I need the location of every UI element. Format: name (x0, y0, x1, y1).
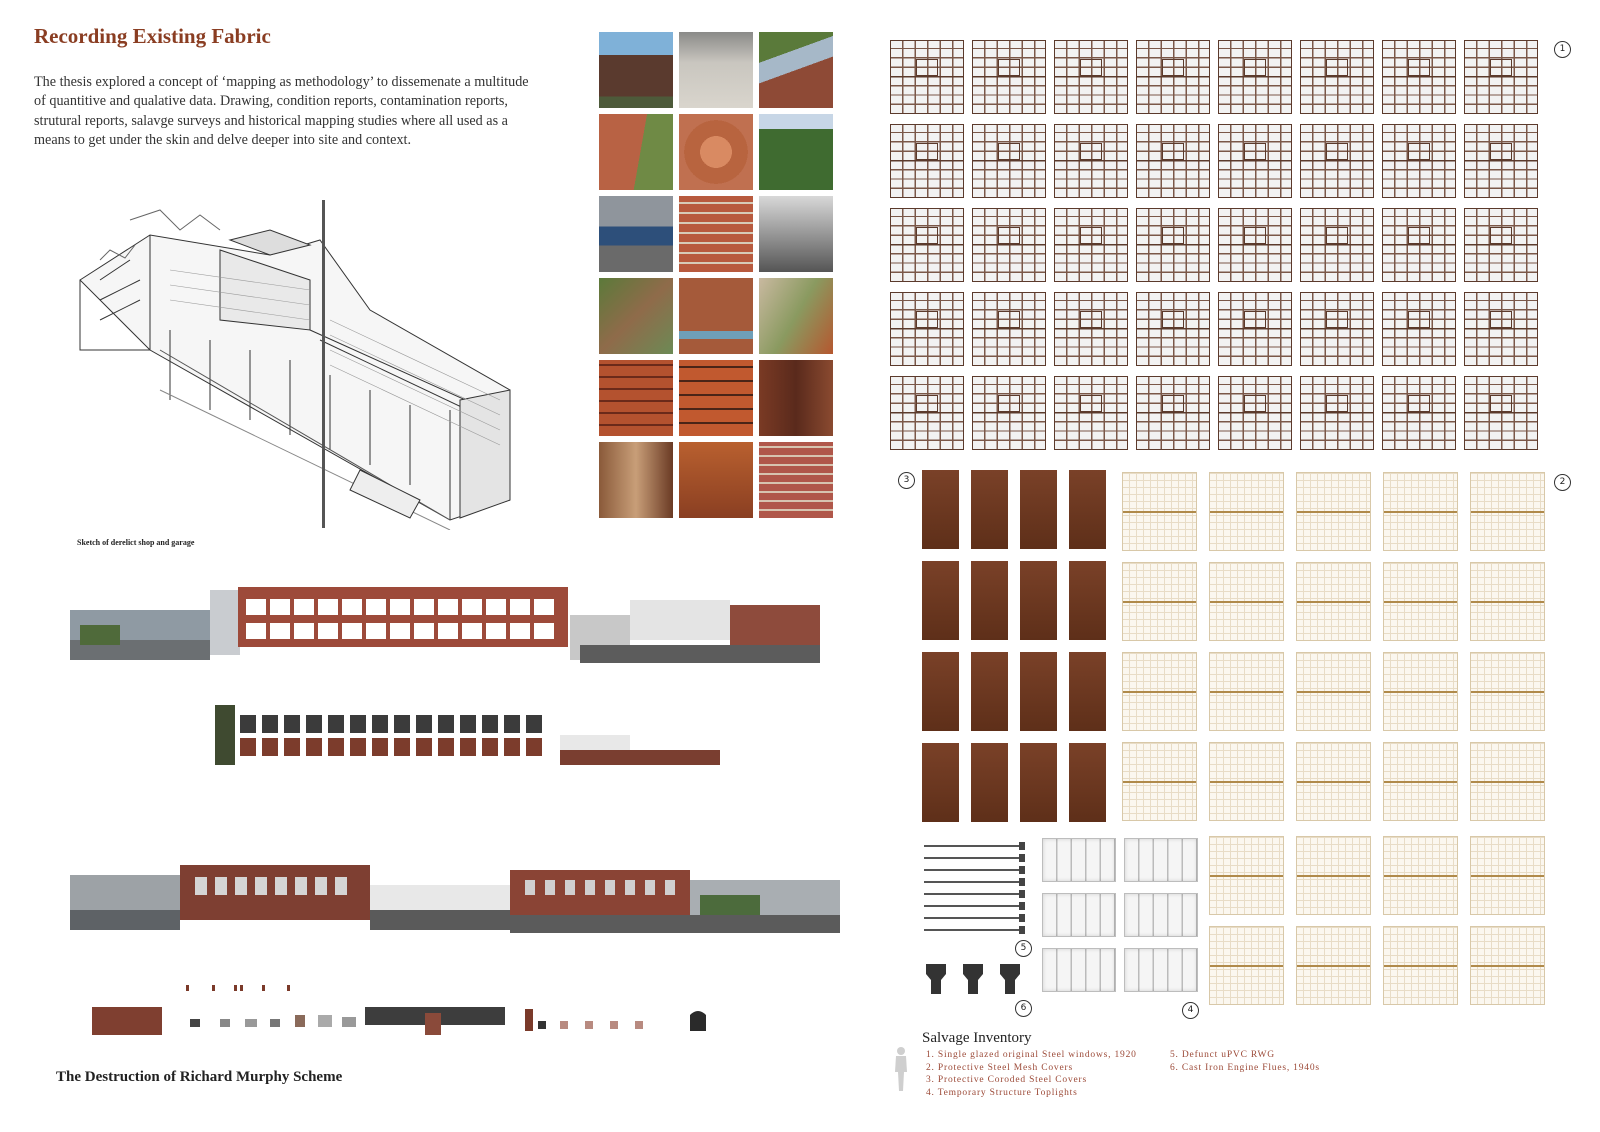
marker-2: 2 (1554, 474, 1571, 491)
steel-window (1464, 376, 1538, 450)
mesh-cover (1470, 562, 1545, 641)
intro-paragraph: The thesis explored a concept of ‘mapping as methodology’ to dissemenate a multitude of quantitive and qualative data. Drawing, condition reports, contamination reports, strutural reports, salavge surveys and historical mapping studies where all used as a means to get under the skin and delve deeper into site and context. (34, 74, 529, 149)
mesh-cover (1470, 926, 1545, 1005)
steel-window (1464, 124, 1538, 198)
steel-cover (1069, 470, 1106, 549)
steel-window (1054, 292, 1128, 366)
steel-window (1464, 208, 1538, 282)
photo-damp-corner (759, 278, 833, 354)
steel-window (1300, 376, 1374, 450)
mesh-cover (1383, 742, 1458, 821)
steel-window (1218, 124, 1292, 198)
photo-terracotta-crest (679, 114, 753, 190)
steel-cover (1020, 561, 1057, 640)
mesh-cover (1122, 472, 1197, 551)
legend-item-3: 3. Protective Coroded Steel Covers (926, 1075, 1087, 1085)
temporary-toplights (1042, 838, 1202, 998)
steel-window (1382, 376, 1456, 450)
steel-window (1300, 208, 1374, 282)
mesh-cover (1296, 926, 1371, 1005)
mesh-cover (1470, 836, 1545, 915)
toplight (1042, 948, 1116, 992)
mesh-cover (1209, 742, 1284, 821)
human-figure-icon (893, 1046, 909, 1092)
steel-window (1382, 292, 1456, 366)
rwg-pipe (924, 857, 1022, 859)
mesh-cover (1383, 926, 1458, 1005)
steel-cover (1020, 743, 1057, 822)
rwg-pipe (924, 881, 1022, 883)
steel-cover (922, 561, 959, 640)
steel-cover (1069, 561, 1106, 640)
steel-window (1136, 124, 1210, 198)
mesh-cover (1383, 562, 1458, 641)
cast-iron-flue (961, 962, 985, 996)
steel-cover (1020, 470, 1057, 549)
corroded-steel-covers (922, 470, 1112, 830)
photo-ivy-tower (759, 114, 833, 190)
marker-6: 6 (1015, 1000, 1032, 1017)
salvage-legend-left (926, 1049, 1137, 1099)
marker-1: 1 (1554, 41, 1571, 58)
steel-cover (922, 652, 959, 731)
photo-sill (679, 278, 753, 354)
elevation-collage-1 (70, 585, 840, 685)
steel-cover (1069, 652, 1106, 731)
toplight (1124, 948, 1198, 992)
steel-window (1054, 208, 1128, 282)
upvc-rwg-pipes (924, 845, 1024, 940)
mesh-cover (1383, 472, 1458, 551)
photo-repointing (759, 442, 833, 518)
steel-window (890, 208, 964, 282)
photo-tower (599, 32, 673, 108)
photo-brick-gap (679, 442, 753, 518)
salvage-inventory-title: Salvage Inventory (922, 1030, 1032, 1046)
mesh-cover (1122, 562, 1197, 641)
salvage-legend-right (1170, 1049, 1320, 1074)
photo-moss-roof (599, 278, 673, 354)
steel-cover (971, 652, 1008, 731)
steel-window (890, 40, 964, 114)
toplight (1124, 893, 1198, 937)
steel-window (1218, 376, 1292, 450)
steel-window (890, 376, 964, 450)
steel-window (1054, 124, 1128, 198)
legend-item-6: 6. Cast Iron Engine Flues, 1940s (1170, 1062, 1320, 1073)
rwg-pipe (924, 917, 1022, 919)
rwg-pipe (924, 905, 1022, 907)
mesh-cover (1209, 926, 1284, 1005)
photo-drainpipe (759, 360, 833, 436)
steel-window (1382, 124, 1456, 198)
steel-window (1136, 40, 1210, 114)
steel-window (1300, 292, 1374, 366)
mesh-cover (1209, 562, 1284, 641)
steel-cover (922, 470, 959, 549)
mesh-cover (1470, 472, 1545, 551)
elevation-fragments (90, 985, 710, 1050)
steel-windows-grid (890, 40, 1550, 455)
steel-window (1382, 208, 1456, 282)
mesh-cover (1122, 652, 1197, 731)
steel-window (890, 124, 964, 198)
sketch-derelict-shop (70, 200, 530, 530)
rwg-pipe (924, 845, 1022, 847)
mesh-cover (1296, 836, 1371, 915)
steel-window (1136, 376, 1210, 450)
photo-bricks-b (679, 360, 753, 436)
toplight (1124, 838, 1198, 882)
mesh-cover (1296, 652, 1371, 731)
legend-item-4: 4. Temporary Structure Toplights (926, 1087, 1078, 1098)
steel-cover (922, 743, 959, 822)
mesh-cover (1383, 836, 1458, 915)
cast-iron-flue (998, 962, 1022, 996)
steel-window (972, 292, 1046, 366)
steel-window (1300, 40, 1374, 114)
photo-ceiling (679, 32, 753, 108)
steel-window (890, 292, 964, 366)
steel-window (1218, 292, 1292, 366)
steel-window (1382, 40, 1456, 114)
steel-window (1300, 124, 1374, 198)
steel-window (1464, 292, 1538, 366)
rwg-pipe (924, 869, 1022, 871)
marker-4: 4 (1182, 1002, 1199, 1019)
mesh-cover (1209, 836, 1284, 915)
marker-3: 3 (898, 472, 915, 489)
steel-cover (1069, 743, 1106, 822)
photo-facade (759, 32, 833, 108)
steel-cover (971, 470, 1008, 549)
steel-window (972, 376, 1046, 450)
condition-photo-grid (599, 32, 835, 520)
sketch-caption: Sketch of derelict shop and garage (77, 538, 195, 547)
destruction-caption: The Destruction of Richard Murphy Scheme (56, 1069, 343, 1085)
steel-window (972, 40, 1046, 114)
cast-iron-flue (924, 962, 948, 996)
legend-item-1: 1. Single glazed original Steel windows, 1920 (926, 1050, 1137, 1060)
steel-window (972, 208, 1046, 282)
mesh-cover (1209, 472, 1284, 551)
photo-bw-wall (759, 196, 833, 272)
photo-brickwork (679, 196, 753, 272)
elevation-collage-2 (210, 700, 730, 770)
photo-bricks-a (599, 360, 673, 436)
page-title: Recording Existing Fabric (34, 24, 271, 48)
toplight (1042, 893, 1116, 937)
photo-overgrown-wall (599, 114, 673, 190)
elevation-collage-3 (70, 855, 840, 935)
mesh-cover (1296, 472, 1371, 551)
steel-window (1136, 208, 1210, 282)
mesh-cover (1296, 562, 1371, 641)
rwg-pipe (924, 893, 1022, 895)
steel-cover (1020, 652, 1057, 731)
mesh-cover (1296, 742, 1371, 821)
toplight (1042, 838, 1116, 882)
steel-window (1218, 40, 1292, 114)
mesh-cover (1209, 652, 1284, 731)
steel-window (1136, 292, 1210, 366)
marker-5: 5 (1015, 940, 1032, 957)
legend-item-5: 5. Defunct uPVC RWG (1170, 1050, 1275, 1060)
mesh-cover (1470, 742, 1545, 821)
legend-item-2: 2. Protective Steel Mesh Covers (926, 1062, 1073, 1073)
steel-window (972, 124, 1046, 198)
mesh-cover (1383, 652, 1458, 731)
steel-cover (971, 561, 1008, 640)
steel-cover (971, 743, 1008, 822)
mesh-cover (1470, 652, 1545, 731)
steel-window (1054, 40, 1128, 114)
rwg-pipe (924, 929, 1022, 931)
photo-hand-brick (599, 442, 673, 518)
mesh-cover (1122, 742, 1197, 821)
photo-interior (599, 196, 673, 272)
steel-window (1218, 208, 1292, 282)
steel-window (1054, 376, 1128, 450)
steel-window (1464, 40, 1538, 114)
